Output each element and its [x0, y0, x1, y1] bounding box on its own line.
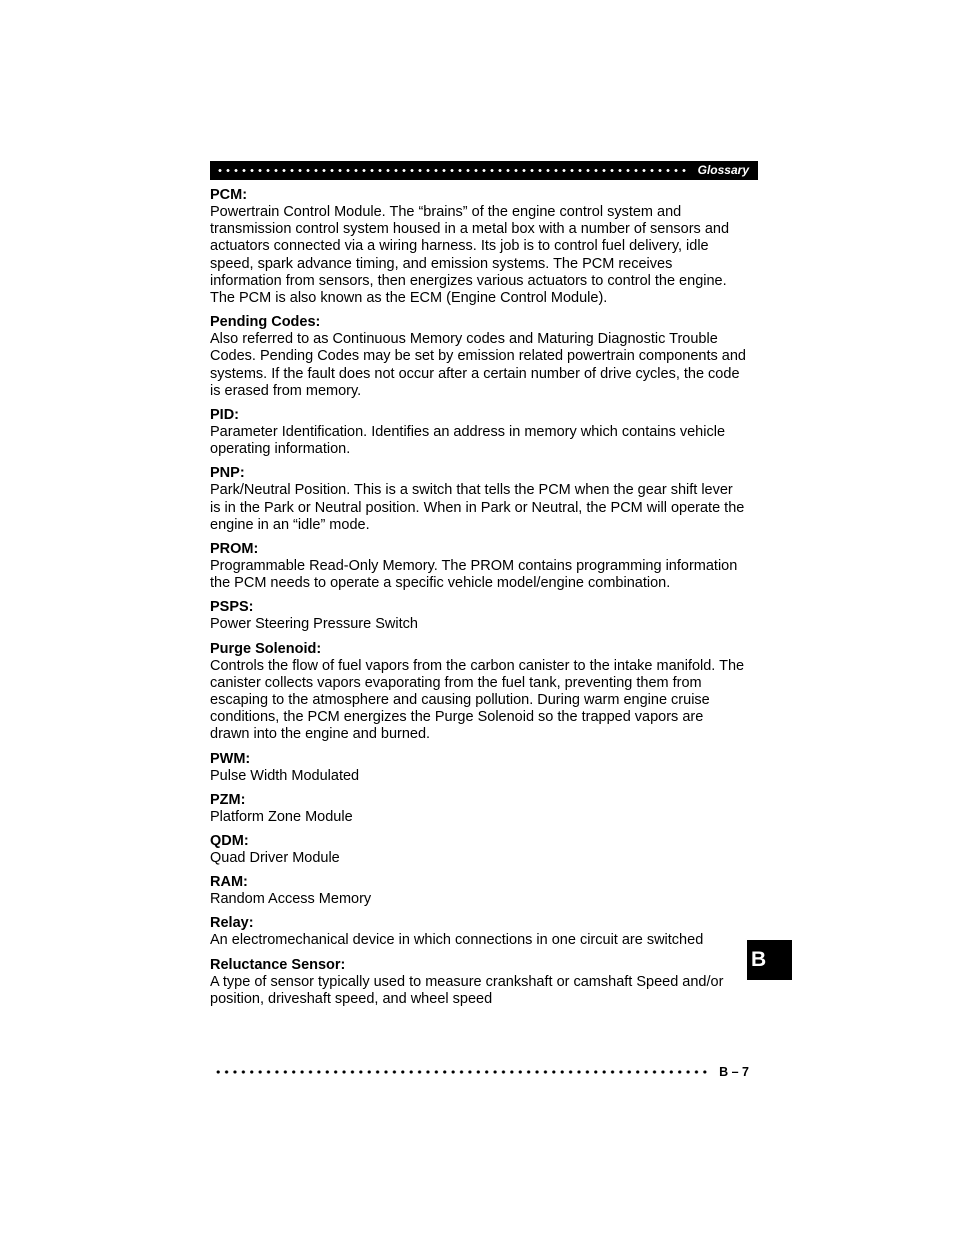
glossary-content	[210, 187, 746, 1015]
page-footer	[210, 1064, 758, 1080]
glossary-entry-pcm	[210, 187, 746, 307]
glossary-entry-pid	[210, 407, 746, 458]
glossary-entry-pzm	[210, 792, 746, 826]
glossary-definition: Programmable Read-Only Memory. The PROM contains programming information the PCM needs to operate a specific vehicle model/engine combination.	[210, 558, 738, 592]
footer-dot-leader	[214, 1064, 710, 1080]
glossary-definition: Quad Driver Module	[210, 850, 340, 867]
appendix-tab: B	[747, 940, 792, 980]
glossary-entry-qdm	[210, 833, 746, 867]
glossary-term: RAM:	[210, 874, 248, 891]
glossary-definition: An electromechanical device in which connections in one circuit are switched	[210, 932, 704, 949]
glossary-term: PZM:	[210, 791, 246, 808]
glossary-term: Relay:	[210, 915, 254, 932]
glossary-entry-purge-solenoid	[210, 641, 746, 744]
glossary-term: PSPS:	[210, 599, 254, 616]
glossary-term: PNP:	[210, 465, 245, 482]
glossary-definition: Pulse Width Modulated	[210, 767, 360, 784]
glossary-entry-ram	[210, 874, 746, 908]
glossary-entry-psps	[210, 599, 746, 633]
glossary-definition: Power Steering Pressure Switch	[210, 616, 418, 633]
glossary-term: PID:	[210, 407, 239, 424]
glossary-definition: Park/Neutral Position. This is a switch that tells the PCM when the gear shift lever is in the Park or Neutral position. When in Park or Neutral, the PCM will operate the engine in an “idle” mode.	[210, 482, 745, 533]
glossary-term: QDM:	[210, 833, 249, 850]
glossary-entry-relay	[210, 915, 746, 949]
glossary-entry-pnp	[210, 465, 746, 534]
header-dot-leader	[216, 161, 690, 180]
glossary-definition: Platform Zone Module	[210, 808, 353, 825]
glossary-entry-prom	[210, 541, 746, 592]
section-title: Glossary	[697, 163, 749, 177]
glossary-definition: Parameter Identification. Identifies an address in memory which contains vehicle operating information.	[210, 424, 726, 458]
glossary-term: Reluctance Sensor:	[210, 956, 346, 973]
page-number: B – 7	[719, 1065, 749, 1079]
glossary-term: PWM:	[210, 750, 251, 767]
glossary-term: PROM:	[210, 541, 259, 558]
glossary-definition: Powertrain Control Module. The “brains” of the engine control system and transmission control system housed in a metal box with a number of sensors and actuators connected via a wiring harness. Its job is to control fuel delivery, idle speed, spark advance timing, and emission systems. The PCM receives information from sensors, then energizes various actuators to control the engine. The PCM is also known as the ECM (Engine Control Module).	[210, 204, 730, 307]
glossary-definition: Controls the flow of fuel vapors from the carbon canister to the intake manifold. The canister collects vapors evaporating from the fuel tank, preventing them from escaping to the atmosphere and causing pollution. During warm engine cruise conditions, the PCM energizes the Purge Solenoid so the trapped vapors are drawn into the engine and burned.	[210, 657, 745, 743]
glossary-term: Purge Solenoid:	[210, 640, 322, 657]
page-header-bar	[210, 161, 758, 180]
glossary-definition: Also referred to as Continuous Memory codes and Maturing Diagnostic Trouble Codes. Pending Codes may be set by emission related powertrain components and systems. If the fault does not occur after a certain number of drive cycles, the code is erased from memory.	[210, 331, 746, 399]
glossary-definition: A type of sensor typically used to measure crankshaft or camshaft Speed and/or position, driveshaft speed, and wheel speed	[210, 973, 724, 1007]
glossary-term: Pending Codes:	[210, 314, 321, 331]
glossary-entry-reluctance-sensor	[210, 957, 746, 1008]
glossary-entry-pwm	[210, 751, 746, 785]
glossary-term: PCM:	[210, 187, 248, 203]
glossary-entry-pending-codes	[210, 314, 746, 400]
glossary-definition: Random Access Memory	[210, 891, 372, 908]
